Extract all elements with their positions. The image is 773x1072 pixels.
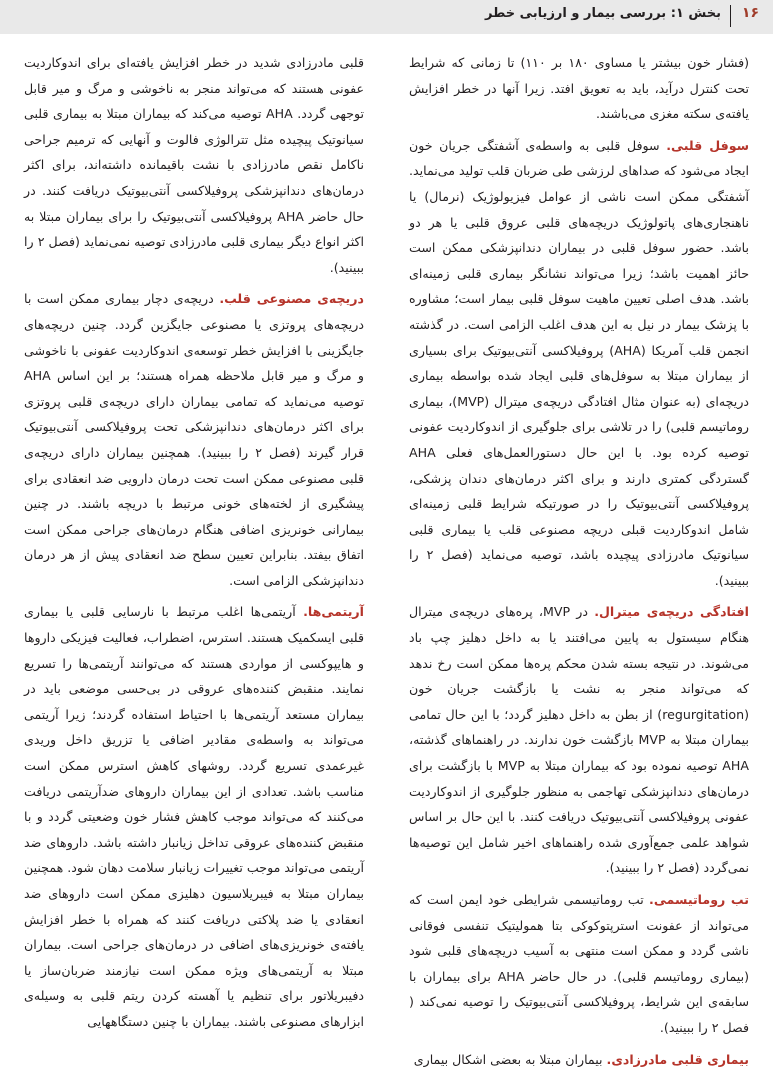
paragraph: قلبی مادرزادی شدید در خطر افزایش یافته‌ای برای اندوکاردیت عفونی هستند که می‌تواند منجر به ناخوشی و مرگ و میر قابل توجهی گردد. AHA توصیه می‌کند که بیماران مبتلا به بیماری قلبی سیانوتیک پیچیده مثل تترالوژی فالوت و آنهایی که ترمیم جراحی ناکامل نقص مادرزادی با نشت باقیمانده داشته‌اند، برای اکثر درمان‌های دندانپزشکی پروفیلاکسی آنتی‌بیوتیک دریافت کنند. در حال حاضر AHA پروفیلاکسی آنتی‌بیوتیک را برای بیماران مبتلا به اکثر انواع دیگر بیماری قلبی مادرزادی توصیه نمی‌نماید (فصل ۲ را ببینید). bbox=[24, 55, 365, 275]
paragraph-text: دریچه‌ی دچار بیماری ممکن است با دریچه‌های پروتزی یا مصنوعی جایگزین گردد. چنین دریچه‌های جایگزینی با افزایش خطر توسعه‌ی اندوکاردیت عفونی با ناخوشی و مرگ و میر قابل ملاحظه همراه هستند؛ بر این اساس AHA توصیه می‌نماید که تمامی بیماران دارای دریچه‌ی قلبی پروتزی برای اکثر درمان‌های دندانپزشکی تحت پروفیلاکسی آنتی‌بیوتیک قرار گیرند (فصل ۲ را ببینید). همچنین بیماران دارای دریچه‌ی قلبی مصنوعی ممکن است تحت درمان دارویی ضد انعقادی برای پیشگیری از لخته‌های خونی مرتبط با دریچه باشند. در چنین بیمارانی خونریزی اضافی هنگام درمان‌های جراحی ممکن است اتفاق بیفتد. بنابراین تعیین سطح ضد انعقادی پیش از هر درمان دندانپزشکی الزامی است. bbox=[24, 291, 364, 588]
section-heading: سوفل قلبی. bbox=[666, 137, 749, 153]
right-column bbox=[409, 50, 750, 1067]
paragraph bbox=[409, 133, 749, 594]
section-heading: آریتمی‌ها. bbox=[303, 604, 364, 620]
paragraph: (فشار خون بیشتر یا مساوی ۱۸۰ بر ۱۱۰) تا زمانی که شرایط تحت کنترل درآید، باید به تعویق افتد. زیرا آنها در خطر افزایش یافته‌ی سکته مغزی می‌باشند. bbox=[409, 55, 749, 122]
paragraph-text: تب روماتیسمی شرایطی خود ایمن است که می‌تواند از عفونت استرپتوکوکی بتا همولیتیک تنفسی فوقانی ناشی گردد و ممکن است منتهی به آسیب دریچه‌های قلبی شود (بیماری روماتیسم قلبی). در حال حاضر AHA برای بیماران با سابقه‌ی این شرایط، پروفیلاکسی آنتی‌بیوتیک را توصیه نمی‌کند ( فصل ۲ را ببینید). bbox=[409, 892, 750, 1035]
paragraph-text: سوفل قلبی به واسطه‌ی آشفتگی جریان خون ایجاد می‌شود که صداهای لرزشی طی ضربان قلب تولید می‌نماید. آشفتگی ممکن است ناشی از عوامل فیزیولوژیک (نرمال) یا ناهنجاری‌های پاتولوژیک دریچه‌های قلبی عروق قلبی یا هر دو باشد. حضور سوفل قلبی در بیماران دندانپزشکی ممکن است حائز اهمیت باشد؛ زیرا می‌تواند نشانگر بیماری قلبی زمینه‌ای باشد. هدف اصلی تعیین ماهیت سوفل قلبی بیمار است؛ مشاوره با پزشک بیمار در نیل به این هدف اغلب الزامی است. در گذشته انجمن قلب آمریکا (AHA) پروفیلاکسی آنتی‌بیوتیک برای بسیاری از بیماران مبتلا به سوفل‌های قلبی ایجاد شده بواسطه بیماری دریچه‌ای (به عنوان مثال افتادگی دریچه‌ی میترال (MVP)، بیماری روماتیسم قلبی) را در تلاشی برای جلوگیری از اندوکاردیت عفونی توصیه کرده بود. با این حال دستورالعمل‌های فعلی AHA گستردگی کمتری دارند و برای اکثر درمان‌های دندان پزشکی، پروفیلاکسی آنتی‌بیوتیک را در صورتیکه شرایط قلبی زمینه‌ای شامل اندوکاردیت قبلی دریچه مصنوعی قلب یا بیماری قلبی سیانوتیک مادرزادی پیچیده باشد، توصیه می‌نماید (فصل ۲ را ببینید). bbox=[409, 137, 750, 588]
running-header bbox=[0, 0, 773, 34]
paragraph bbox=[24, 286, 364, 593]
paragraph-text: بیماران مبتلا به بعضی اشکال بیماری bbox=[413, 1051, 607, 1067]
section-heading: بیماری قلبی مادرزادی. bbox=[606, 1051, 749, 1067]
paragraph bbox=[409, 1047, 749, 1072]
section-heading: افتادگی دریچه‌ی میترال. bbox=[594, 604, 749, 620]
section-heading: تب روماتیسمی. bbox=[649, 892, 749, 907]
paragraph-text: در MVP، پره‌های دریچه‌ی میترال هنگام سیستول به پایین می‌افتند یا به داخل دهلیز چپ باد می‌شوند. در نتیجه بسته شدن محکم پره‌ها ممکن است رخ ندهد که می‌تواند منجر به نشت یا بازگشت جریان خون (regurgitation) از بطن به داخل دهلیز گردد؛ با این حال تمامی بیماران مبتلا به MVP بازگشت خون ندارند. در راهنماهای گذشته، AHA توصیه نموده بود که بیماران مبتلا به MVP با بازگشت برای درمان‌های دندانپزشکی تهاجمی به منظور جلوگیری از اندوکاردیت عفونی پروفیلاکسی آنتی‌بیوتیک دریافت کنند. با این حال بر اساس شواهد علمی جمع‌آوری شده راهنماهای اخیر شامل این توصیه‌ها نمی‌گردد (فصل ۲ را ببینید). bbox=[409, 604, 749, 876]
page-number: ۱۶ bbox=[741, 5, 759, 21]
left-column bbox=[24, 50, 365, 1029]
header-divider bbox=[730, 5, 732, 27]
paragraph bbox=[409, 599, 749, 881]
paragraph-text: آریتمی‌ها اغلب مرتبط با نارسایی قلبی یا بیماری قلبی ایسکمیک هستند. استرس، اضطراب، فعالیت فیزیکی داروها و هایپوکسی از مواردی هستند که می‌توانند آریتمی‌ها را تسریع نمایند. منقبض کننده‌های عروقی در بی‌حسی موضعی باید در بیماران مستعد آریتمی‌ها با احتیاط استفاده گردند؛ زیرا آریتمی می‌تواند به واسطه‌ی مقادیر اضافی یا تزریق داخل وریدی غیرعمدی تسریع گردد. روشهای کاهش استرس ممکن است مناسب باشد. تعدادی از این بیماران داروهای ضدآریتمی دریافت می‌کنند که می‌تواند موجب کاهش فشار خون وضعیتی گردد و با منقبض کننده‌های عروقی تداخل زیانبار داشته باشد. داروهای ضد آریتمی می‌تواند موجب تغییرات زیانبار سلامت دهان شود. همچنین بیماران مبتلا به فیبریلاسیون دهلیزی ممکن است داروهای ضد انعقادی یا ضد پلاکتی دریافت کنند که همراه با خطر افزایش یافته‌ی خونریزی‌های اضافی در درمان‌های جراحی است. بیماران مبتلا به آریتمی‌های ویژه ممکن است نیازمند ضربان‌ساز یا دفیبریلاتور برای تنظیم یا آهسته کردن ریتم قلبی به وسیله‌ی ابزارهای مصنوعی باشند. بیماران با چنین دستگاههایی bbox=[24, 604, 364, 1029]
paragraph bbox=[24, 599, 364, 1034]
section-heading: دریچه‌ی مصنوعی قلب. bbox=[219, 291, 364, 307]
chapter-title: بخش ۱: بررسی بیمار و ارزیابی خطر bbox=[485, 6, 721, 21]
paragraph bbox=[409, 887, 749, 1041]
